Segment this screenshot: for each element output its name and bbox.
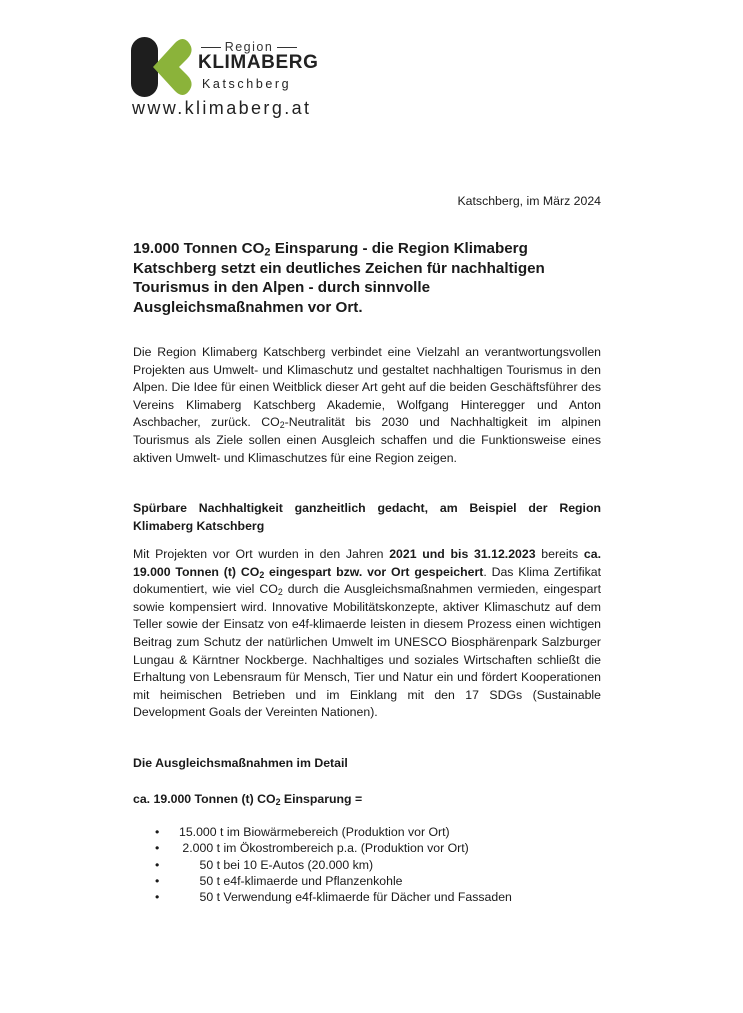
list-item: • 2.000 t im Ökostrombereich p.a. (Produktion vor Ort) <box>155 841 469 856</box>
logo-name-text: KLIMABERG <box>198 52 319 73</box>
bullet-icon: • <box>155 841 160 856</box>
bullet-icon: • <box>155 857 160 872</box>
section-heading-measures: Die Ausgleichsmaßnahmen im Detail <box>133 756 348 770</box>
list-item: • 50 t e4f-klimaerde und Pflanzenkohle <box>155 873 403 888</box>
list-item: • 50 t bei 10 E-Autos (20.000 km) <box>155 857 374 872</box>
measures-list <box>155 824 512 905</box>
list-item: • 50 t Verwendung e4f-klimaerde für Dächer und Fassaden <box>155 890 512 905</box>
section-paragraph-projects: Mit Projekten vor Ort wurden in den Jahren 2021 und bis 31.12.2023 bereits ca. 19.000 Tonnen (t) $CO_2$ eingespart bzw. vor Ort gespeichert. Das Klima Zertifikat dokumentiert, wie viel $CO_2$ durch die Ausgleichsmaßnahmen vermieden, eingespart sowie kompensiert wird. Innovative Mobilitätskonzepte, aktiver Klimaschutz auf dem Teller sowie der Einsatz von e4f-klimaerde leisten in diesem Prozess einen wichtigen Beitrag zum Schutz der natürlichen Umwelt im UNESCO Biosphärenpark Salzburger Lungau & Kärntner Nockberge. Nachhaltiges und soziales Wirtschaften schließt die Erhaltung von Lebensraum für Mensch, Tier und Natur ein und fördert Kooperationen mit heimischen Betrieben und im Einklang mit den 17 SDGs (Sustainable Development Goals der Vereinten Nationen). <box>133 547 602 720</box>
bullet-icon: • <box>155 825 160 839</box>
intro-paragraph: Die Region Klimaberg Katschberg verbindet eine Vielzahl an verantwortungsvollen Projekten aus Umwelt- und Klimaschutz und gestaltet nachhaltigen Tourismus in den Alpen. Die Idee für einen Weitblick dieser Art geht auf die beiden Geschäftsführer des Vereins Klimaberg Katschberg Akademie, Wolfgang Hinteregger und Anton Aschbacher, zurück. $CO_2$-Neutralität bis 2030 und Nachhaltigkeit im alpinen Tourismus als Ziele sollen einen Ausgleich schaffen und die Funktionsweise eines aktiven Umwelt- und Klimaschutzes für eine Region zeigen. <box>133 345 601 465</box>
klimaberg-logo <box>131 37 319 123</box>
logo-website-url[interactable]: www.klimaberg.at <box>132 98 312 118</box>
savings-total-line: ca. 19.000 Tonnen (t) $CO_2$ Einsparung = <box>133 792 363 808</box>
logo-subtitle-text: Katschberg <box>202 77 292 91</box>
list-item: • 15.000 t im Biowärmebereich (Produktion vor Ort) <box>155 825 450 839</box>
klimaberg-heart-k-icon <box>131 37 193 97</box>
section-heading-sustainability: Spürbare Nachhaltigkeit ganzheitlich gedacht, am Beispiel der Region Klimaberg Katschberg <box>133 501 601 533</box>
dateline: Katschberg, im März 2024 <box>457 194 601 208</box>
logo-region-text: Region <box>197 40 301 54</box>
bullet-icon: • <box>155 890 160 905</box>
document-title: 19.000 Tonnen $CO_2$ Einsparung - die Region Klimaberg Katschberg setzt ein deutliches Zeichen für nachhaltigen Tourismus in den Alpen - durch sinnvolle Ausgleichsmaßnahmen vor Ort. <box>133 240 545 316</box>
bullet-icon: • <box>155 873 160 888</box>
